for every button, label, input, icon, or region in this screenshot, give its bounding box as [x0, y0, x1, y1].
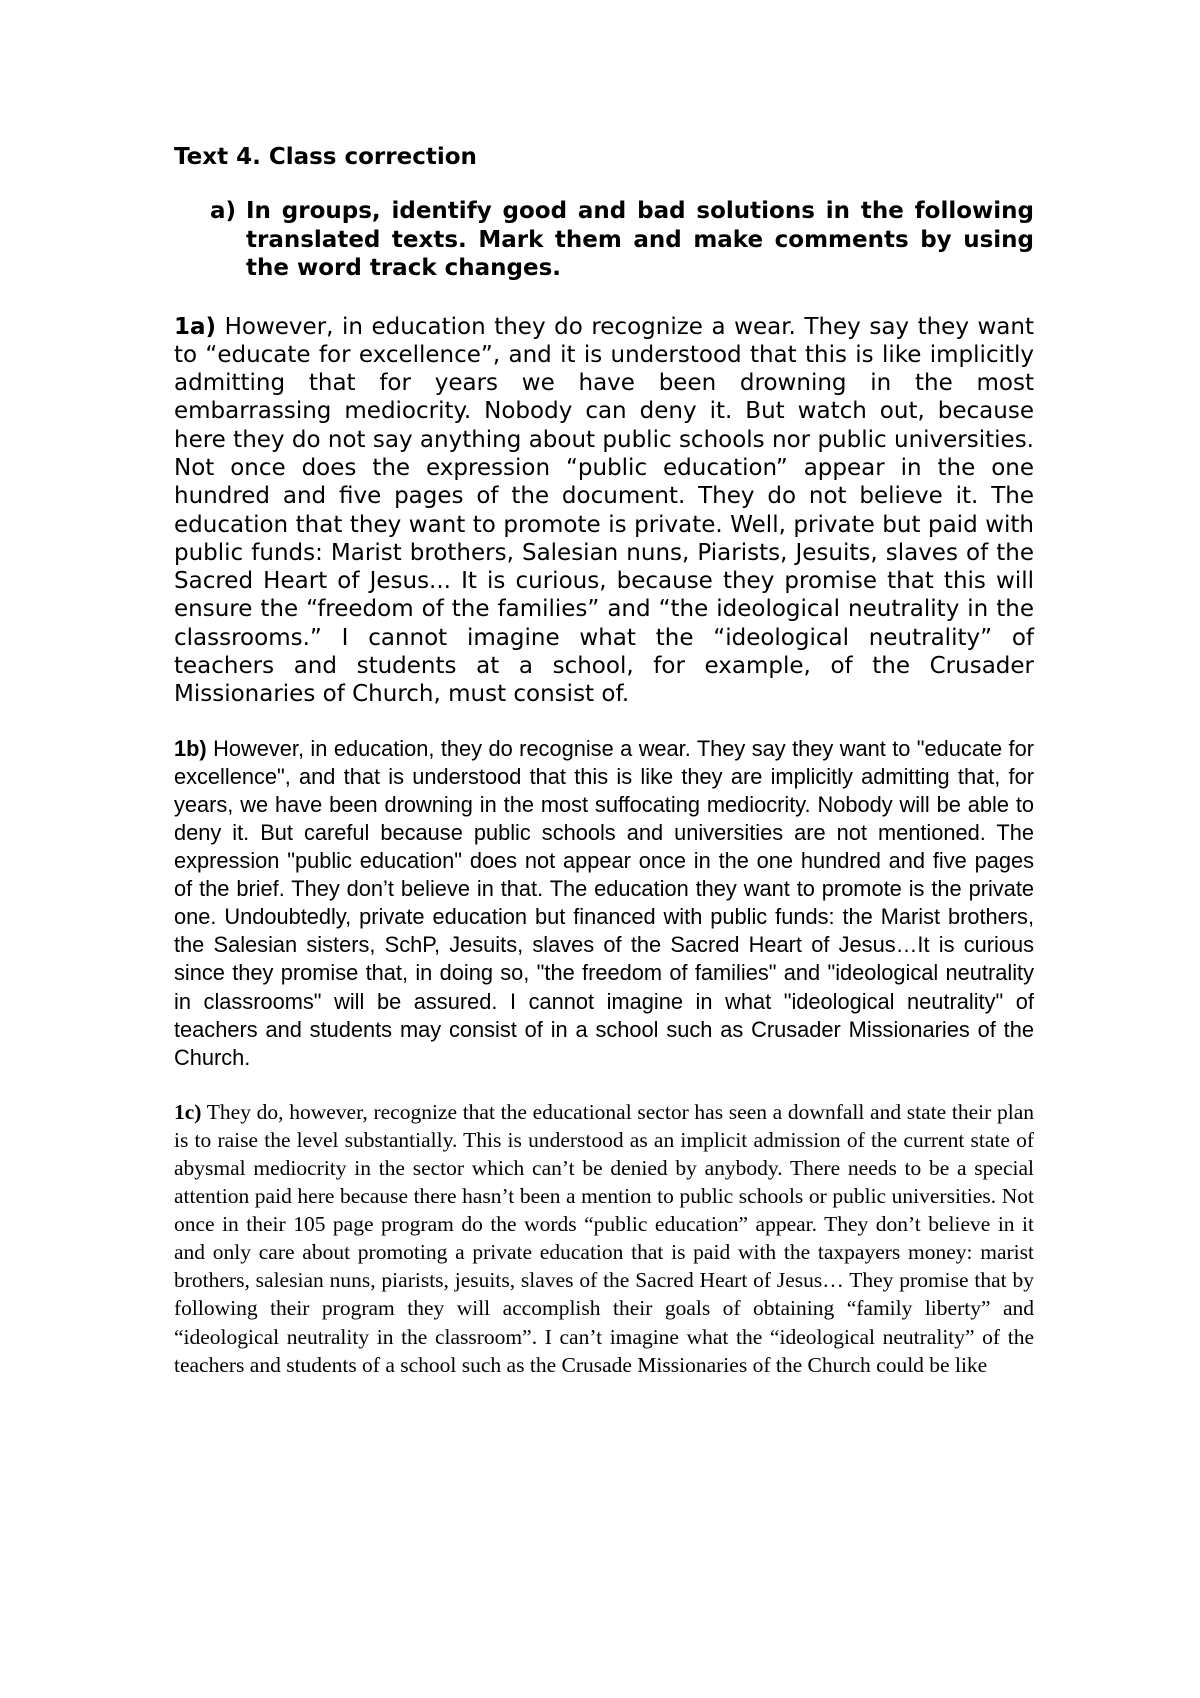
paragraph-label: 1c)	[174, 1099, 202, 1124]
paragraph-1a	[174, 313, 1034, 709]
paragraph-text: However, in education, they do recognise a wear. They say they want to "educate for excellence", and that is understood that this is like they are implicitly admitting that, for years, we have been drowning in the most suffocating mediocrity. Nobody will be able to deny it. But careful because public schools and universities are not mentioned. The expression "public education" does not appear once in the one hundred and five pages of the brief. They don’t believe in that. The education they want to promote is the private one. Undoubtedly, private education but financed with public funds: the Marist brothers, the Salesian sisters, SchP, Jesuits, slaves of the Sacred Heart of Jesus…It is curious since they promise that, in doing so, "the freedom of families" and "ideological neutrality in classrooms" will be assured. I cannot imagine in what "ideological neutrality" of teachers and students may consist of in a school such as Crusader Missionaries of the Church.	[174, 735, 1034, 1070]
document-title: Text 4. Class correction	[174, 144, 477, 170]
paragraph-1b	[174, 735, 1034, 1072]
instruction-text: In groups, identify good and bad solutions in the following translated texts. Mark them and make comments by using the word track changes.	[246, 198, 1034, 281]
paragraph-label: 1b)	[174, 735, 207, 761]
paragraph-text: They do, however, recognize that the educational sector has seen a downfall and state their plan is to raise the level substantially. This is understood as an implicit admission of the current state of abysmal mediocrity in the sector which can’t be denied by anybody. There needs to be a special attention paid here because there hasn’t been a mention to public schools or public universities. Not once in their 105 page program do the words “public education” appear. They don’t believe in it and only care about promoting a private education that is paid with the taxpayers money: marist brothers, salesian nuns, piarists, jesuits, slaves of the Sacred Heart of Jesus… They promise that by following their program they will accomplish their goals of obtaining “family liberty” and “ideological neutrality in the classroom”. I can’t imagine what the “ideological neutrality” of the teachers and students of a school such as the Crusade Missionaries of the Church could be like	[174, 1099, 1034, 1377]
document-page	[174, 136, 1034, 1379]
instruction-marker: a)	[210, 198, 237, 224]
paragraph-text: However, in education they do recognize a wear. They say they want to “educate for excellence”, and it is understood that this is like implicitly admitting that for years we have been drowning in the most embarrassing mediocrity. Nobody can deny it. But watch out, because here they do not say anything about public schools nor public universities. Not once does the expression “public education” appear in the one hundred and five pages of the document. They do not believe it. The education that they want to promote is private. Well, private but paid with public funds: Marist brothers, Salesian nuns, Piarists, Jesuits, slaves of the Sacred Heart of Jesus... It is curious, because they promise that this will ensure the “freedom of the families” and “the ideological neutrality in the classrooms.” I cannot imagine what the “ideological neutrality” of teachers and students at a school, for example, of the Crusader Missionaries of Church, must consist of.	[174, 313, 1034, 708]
instruction-item	[174, 197, 1034, 283]
paragraph-label: 1a)	[174, 313, 217, 340]
paragraph-1c	[174, 1098, 1034, 1379]
